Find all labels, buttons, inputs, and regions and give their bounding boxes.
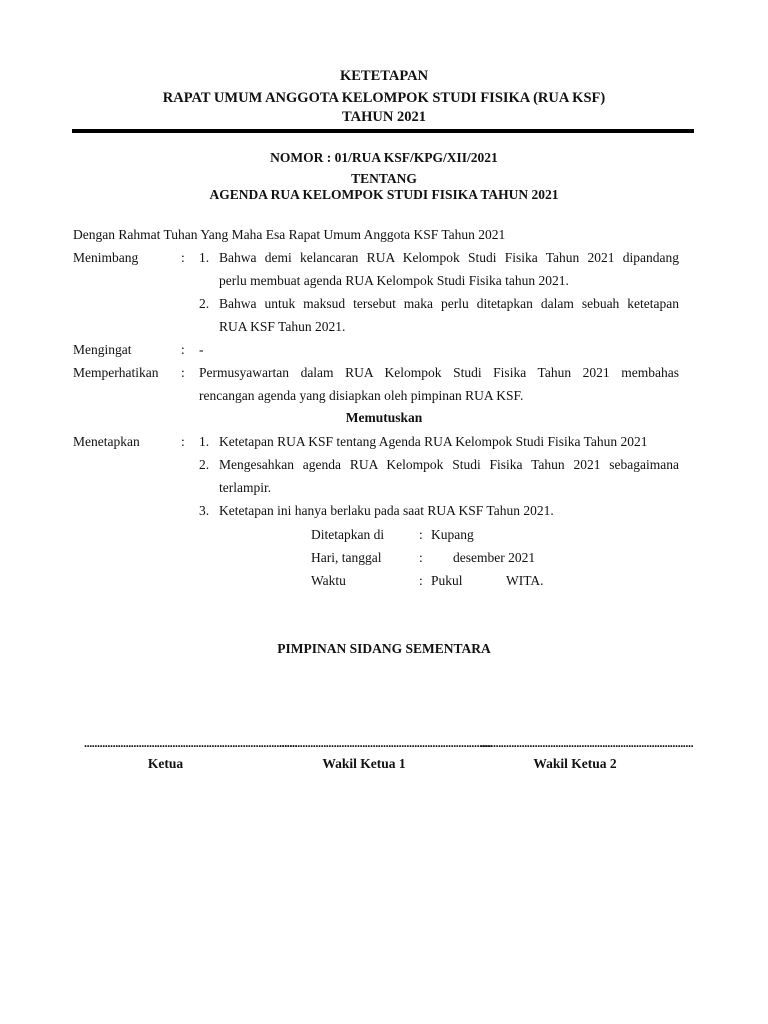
hari-colon: : <box>419 550 423 565</box>
header-divider <box>72 129 694 133</box>
menimbang-item-1-line2: perlu membuat agenda RUA Kelompok Studi Fisika tahun 2021. <box>219 273 569 288</box>
memperhatikan-colon: : <box>181 365 185 380</box>
menimbang-num-2: 2. <box>199 296 210 311</box>
ditetapkan-value: Kupang <box>431 527 474 542</box>
menimbang-colon: : <box>181 250 185 265</box>
waktu-label: Waktu <box>311 573 346 588</box>
pimpinan-heading: PIMPINAN SIDANG SEMENTARA <box>277 641 491 656</box>
signature-ketua: Ketua <box>147 756 184 771</box>
ditetapkan-colon: : <box>419 527 423 542</box>
waktu-colon: : <box>419 573 423 588</box>
doc-subtitle: RAPAT UMUM ANGGOTA KELOMPOK STUDI FISIKA (RUA KSF) <box>162 90 606 106</box>
signature-line-wakil-2: .................................................................................. <box>480 736 694 750</box>
memperhatikan-line2: rencangan agenda yang disiapkan oleh pimpinan RUA KSF. <box>199 388 524 403</box>
menimbang-item-2-line1: Bahwa untuk maksud tersebut maka perlu ditetapkan dalam sebuah ketetapan <box>219 296 679 311</box>
doc-title: KETETAPAN <box>339 68 429 84</box>
doc-year: TAHUN 2021 <box>342 109 426 125</box>
menimbang-label: Menimbang <box>73 250 139 265</box>
memperhatikan-label: Memperhatikan <box>73 365 159 380</box>
waktu-value-pukul: Pukul <box>431 573 463 588</box>
mengingat-colon: : <box>181 342 185 357</box>
menetapkan-num-2: 2. <box>199 457 210 472</box>
hari-label: Hari, tanggal <box>311 550 382 565</box>
menetapkan-item-1: Ketetapan RUA KSF tentang Agenda RUA Kelompok Studi Fisika Tahun 2021 <box>219 434 648 449</box>
tentang: TENTANG <box>351 171 417 186</box>
menetapkan-item-2-line2: terlampir. <box>219 480 272 495</box>
signature-line-ketua: .................................................................................. <box>84 736 298 750</box>
menetapkan-item-3: Ketetapan ini hanya berlaku pada saat RUA KSF Tahun 2021. <box>219 503 554 518</box>
waktu-value-wita: WITA. <box>506 573 544 588</box>
agenda-title: AGENDA RUA KELOMPOK STUDI FISIKA TAHUN 2021 <box>209 187 559 202</box>
signature-wakil-ketua-2: Wakil Ketua 2 <box>533 756 617 771</box>
menimbang-item-2-line2: RUA KSF Tahun 2021. <box>219 319 346 334</box>
memutuskan-heading: Memutuskan <box>345 410 423 425</box>
mengingat-label: Mengingat <box>73 342 132 357</box>
menetapkan-colon: : <box>181 434 185 449</box>
menimbang-num-1: 1. <box>199 250 210 265</box>
ditetapkan-label: Ditetapkan di <box>311 527 385 542</box>
hari-value: desember 2021 <box>453 550 536 565</box>
memperhatikan-line1: Permusyawartan dalam RUA Kelompok Studi Fisika Tahun 2021 membahas <box>199 365 679 380</box>
signature-wakil-ketua-1: Wakil Ketua 1 <box>322 756 406 771</box>
menimbang-item-1-line1: Bahwa demi kelancaran RUA Kelompok Studi Fisika Tahun 2021 dipandang <box>219 250 679 265</box>
nomor: NOMOR : 01/RUA KSF/KPG/XII/2021 <box>270 150 498 165</box>
signature-line-wakil-1: .................................................................................. <box>279 736 493 750</box>
mengingat-value: - <box>199 342 204 357</box>
menetapkan-item-2-line1: Mengesahkan agenda RUA Kelompok Studi Fisika Tahun 2021 sebagaimana <box>219 457 679 472</box>
opening-line: Dengan Rahmat Tuhan Yang Maha Esa Rapat Umum Anggota KSF Tahun 2021 <box>73 227 506 242</box>
menetapkan-num-3: 3. <box>199 503 210 518</box>
menetapkan-label: Menetapkan <box>73 434 140 449</box>
menetapkan-num-1: 1. <box>199 434 210 449</box>
